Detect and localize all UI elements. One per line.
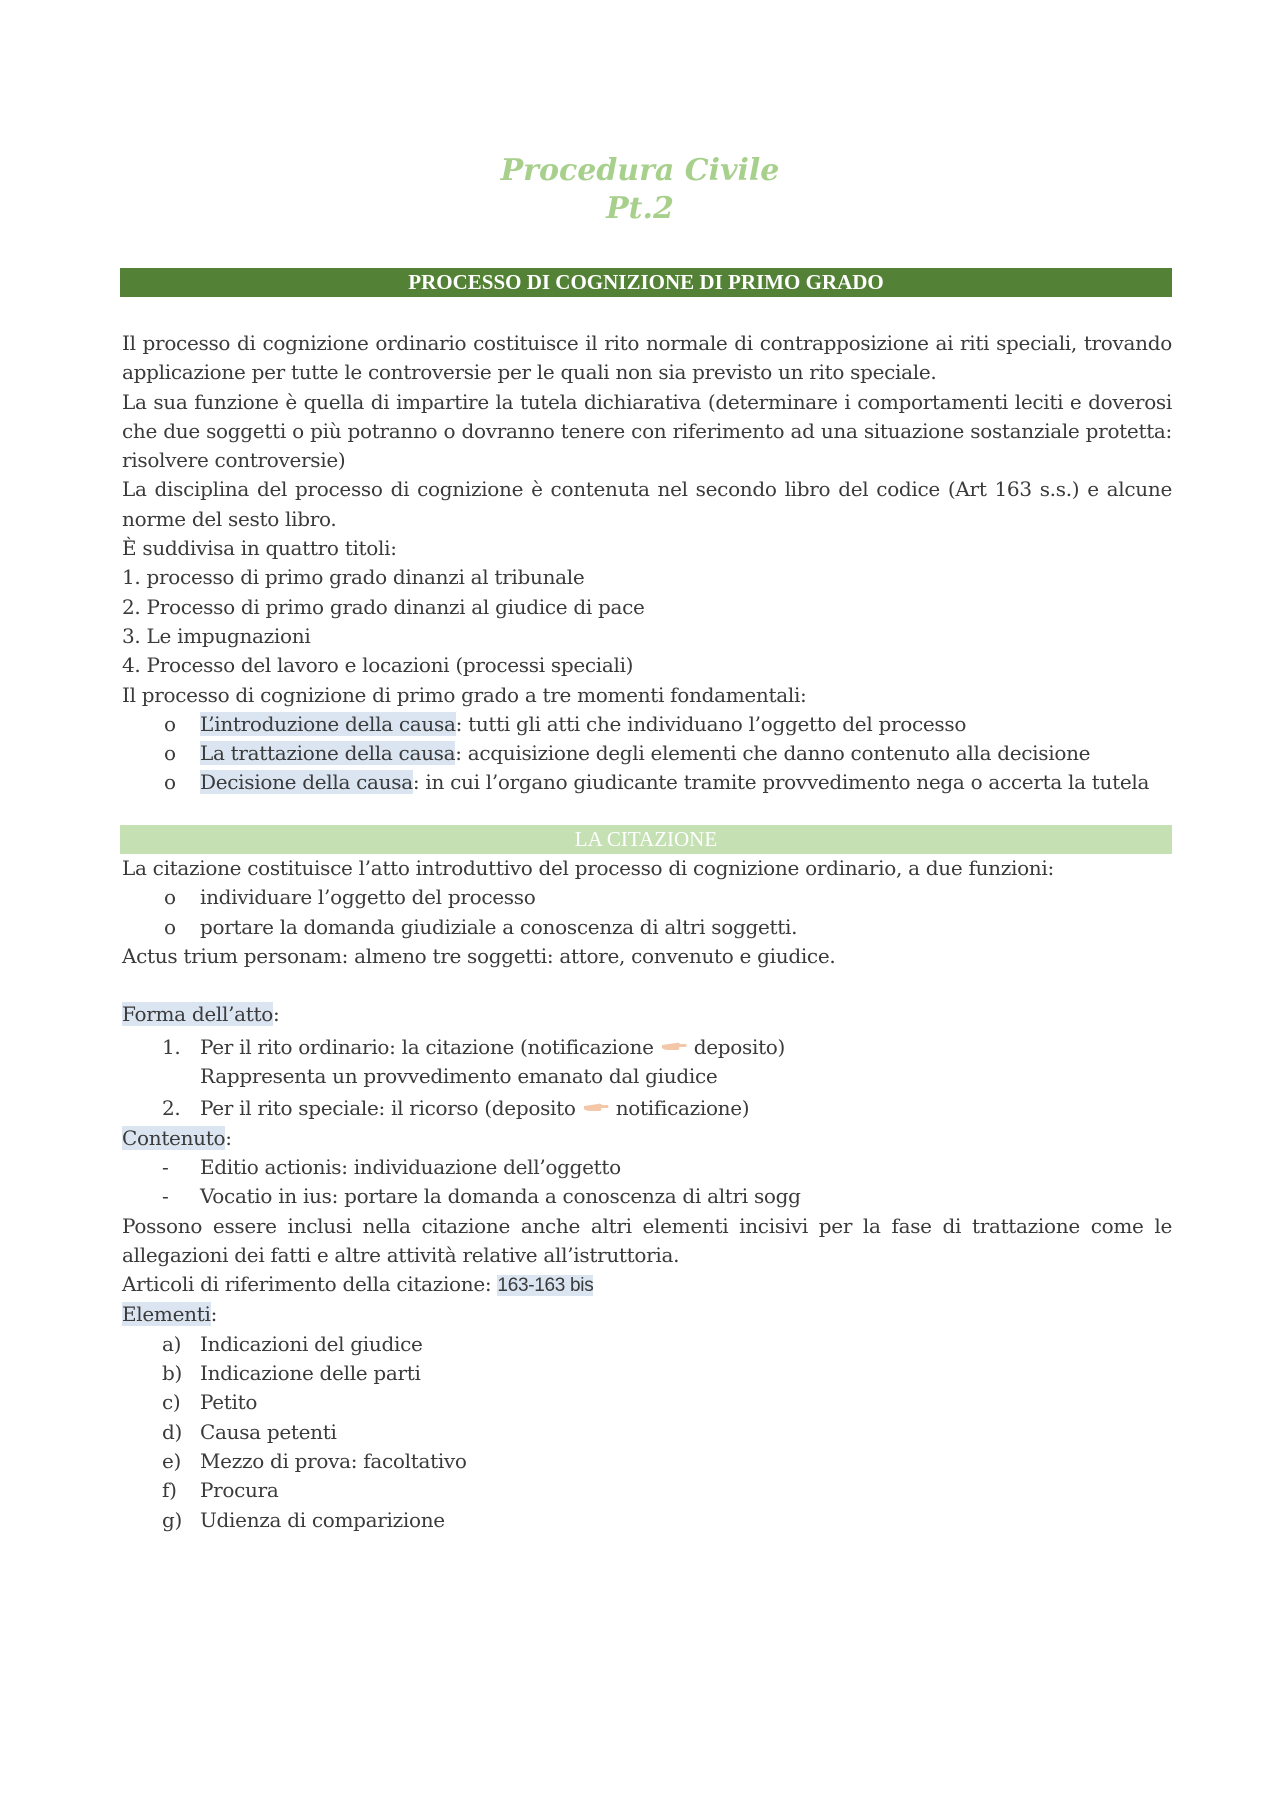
elementi-heading	[122, 1300, 1172, 1329]
list-item	[122, 883, 1172, 912]
highlighted-term: L’introduzione della causa	[200, 711, 456, 736]
paragraph: Possono essere inclusi nella citazione anche altri elementi incisivi per la fase di trattazione come le allegazioni dei fatti e altre attività relative all’istruttoria.	[122, 1213, 1172, 1267]
list-letter: e)	[162, 1448, 182, 1473]
list-item: 4. Processo del lavoro e locazioni (processi speciali)	[122, 653, 634, 678]
section-processo-body	[122, 329, 1172, 798]
articoli-label: Articoli di riferimento della citazione:	[122, 1272, 498, 1297]
list-item-text: individuare l’oggetto del processo	[200, 885, 536, 910]
list-bullet: o	[164, 770, 176, 795]
list-item	[122, 1330, 1172, 1359]
highlighted-term: Decisione della causa	[200, 770, 413, 795]
backhand-index-pointing-right-icon	[582, 1096, 610, 1114]
paragraph: È suddivisa in quattro titoli:	[122, 536, 397, 561]
list-item-text: : acquisizione degli elementi che danno contenuto alla decisione	[455, 741, 1091, 766]
list-item	[122, 1476, 1172, 1505]
list-item	[122, 1359, 1172, 1388]
title-line-1: Procedura Civile	[500, 153, 780, 188]
list-item-text: portare la domanda giudiziale a conoscenza di altri soggetti.	[200, 914, 798, 939]
paragraph: La citazione costituisce l’atto introduttivo del processo di cognizione ordinario, a due funzioni:	[122, 856, 1054, 880]
paragraph: La disciplina del processo di cognizione è contenuta nel secondo libro del codice (Art 163 s.s.) e alcune norme del sesto libro.	[122, 477, 1172, 531]
contenuto-heading	[122, 1124, 1172, 1153]
list-item	[122, 1094, 1172, 1123]
list-item-text: Causa petenti	[200, 1419, 337, 1444]
list-item	[122, 1033, 1172, 1062]
title-line-2: Pt.2	[606, 191, 674, 226]
highlighted-term: Contenuto	[122, 1125, 226, 1150]
paragraph: Actus trium personam: almeno tre soggetti: attore, convenuto e giudice.	[122, 943, 836, 968]
backhand-index-pointing-right-icon	[660, 1035, 688, 1053]
list-letter: c)	[162, 1390, 181, 1415]
list-item	[122, 913, 1172, 942]
list-item-text: Per il rito ordinario: la citazione (notificazione	[200, 1034, 660, 1059]
list-item-text: : tutti gli atti che individuano l’oggetto del processo	[455, 711, 967, 736]
list-bullet: o	[164, 741, 176, 766]
list-item-continuation	[122, 1062, 1172, 1091]
list-item-text: Vocatio in ius: portare la domanda a conoscenza di altri sogg	[200, 1184, 801, 1209]
list-item	[122, 1418, 1172, 1447]
list-letter: f)	[162, 1478, 177, 1503]
colon: :	[225, 1125, 232, 1150]
list-number: 1.	[162, 1034, 181, 1059]
paragraph: Il processo di cognizione ordinario costituisce il rito normale di contrapposizione ai riti speciali, trovando applicazione per tutte le controversie per le quali non sia previsto un rito speciale.	[122, 331, 1172, 385]
paragraph: La sua funzione è quella di impartire la tutela dichiarativa (determinare i comportamenti leciti e doverosi che due soggetti o più potranno o dovranno tenere con riferimento ad una situazione sostanziale protetta: risolvere controversie)	[122, 389, 1172, 473]
list-item: 2. Processo di primo grado dinanzi al giudice di pace	[122, 594, 645, 619]
list-item-text: Indicazione delle parti	[200, 1361, 421, 1386]
list-letter: b)	[162, 1361, 183, 1386]
list-item-text: Mezzo di prova: facoltativo	[200, 1448, 467, 1473]
blank-line	[122, 971, 1172, 1000]
list-bullet: o	[164, 914, 176, 939]
list-item	[122, 710, 1172, 739]
list-item-text: deposito)	[687, 1034, 786, 1059]
list-item	[122, 768, 1172, 797]
list-item-text: Udienza di comparizione	[200, 1507, 445, 1532]
articoli-line	[122, 1270, 1172, 1300]
list-item-text: Petito	[200, 1390, 258, 1415]
colon: :	[272, 1002, 280, 1027]
list-item-text: : in cui l’organo giudicante tramite provvedimento nega o accerta la tutela	[412, 770, 1150, 795]
list-item-text: Per il rito speciale: il ricorso (deposito	[200, 1096, 582, 1121]
list-item	[122, 1182, 1172, 1211]
list-item	[122, 1447, 1172, 1476]
section-header-citazione: LA CITAZIONE	[120, 825, 1172, 854]
highlighted-term: Elementi	[122, 1302, 211, 1327]
highlighted-term: La trattazione della causa	[200, 741, 456, 766]
list-item-text: Procura	[200, 1478, 279, 1503]
list-number: 2.	[162, 1096, 181, 1121]
list-letter: a)	[162, 1331, 182, 1356]
section-citazione-body	[122, 854, 1172, 1535]
paragraph: Il processo di cognizione di primo grado a tre momenti fondamentali:	[122, 682, 807, 707]
list-item-text: notificazione)	[609, 1096, 750, 1121]
list-item	[122, 739, 1172, 768]
section-header-processo: PROCESSO DI COGNIZIONE DI PRIMO GRADO	[120, 268, 1172, 297]
list-item-text: Editio actionis: individuazione dell’oggetto	[200, 1154, 621, 1179]
list-item	[122, 1506, 1172, 1535]
list-dash: -	[162, 1184, 169, 1209]
list-item	[122, 1388, 1172, 1417]
list-item	[122, 1153, 1172, 1182]
list-item: 1. processo di primo grado dinanzi al tribunale	[122, 565, 585, 590]
list-item-text: Rappresenta un provvedimento emanato dal giudice	[200, 1064, 718, 1089]
list-item-text: Indicazioni del giudice	[200, 1331, 423, 1356]
highlighted-term: Forma dell’atto	[122, 1002, 273, 1027]
list-bullet: o	[164, 885, 176, 910]
list-item: 3. Le impugnazioni	[122, 623, 311, 648]
list-dash: -	[162, 1154, 169, 1179]
list-letter: g)	[162, 1507, 183, 1532]
list-bullet: o	[164, 711, 176, 736]
articoli-value: 163-163 bis	[497, 1275, 594, 1297]
page-title	[0, 152, 1280, 228]
colon: :	[210, 1302, 218, 1327]
forma-heading	[122, 1000, 1172, 1029]
list-letter: d)	[162, 1419, 183, 1444]
